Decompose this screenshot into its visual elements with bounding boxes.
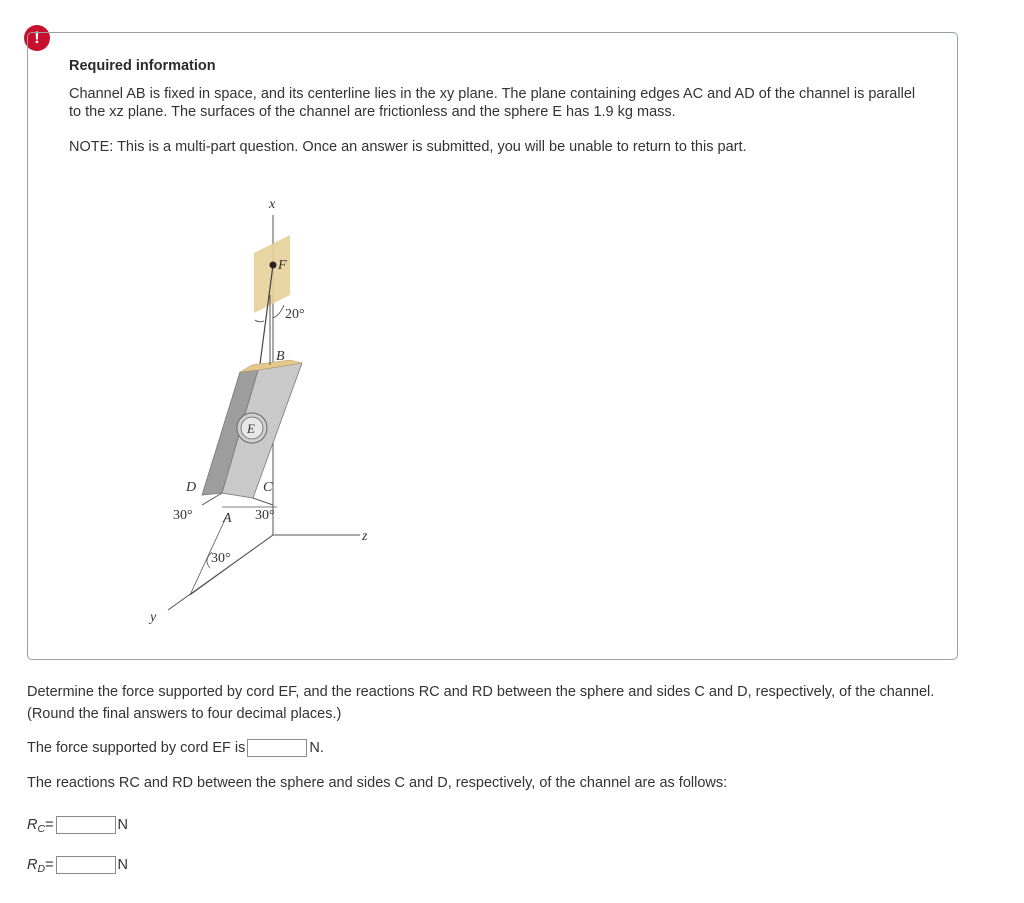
channel-sphere-figure bbox=[140, 185, 400, 635]
axis-label-x: x bbox=[269, 197, 276, 212]
sphere-label-e: E bbox=[247, 421, 255, 436]
rd-unit: N bbox=[117, 857, 129, 873]
alert-icon: ! bbox=[24, 25, 50, 51]
angle-label-cord: 20° bbox=[285, 307, 305, 322]
point-label-d: D bbox=[186, 480, 197, 495]
rd-equals: = bbox=[45, 857, 54, 873]
point-label-f: F bbox=[278, 258, 287, 273]
angle-label-left: 30° bbox=[173, 508, 193, 523]
info-note: NOTE: This is a multi-part question. Once an answer is submitted, you will be unable to return to this part. bbox=[69, 139, 747, 155]
rc-unit: N bbox=[117, 817, 129, 833]
point-label-b: B bbox=[276, 349, 285, 364]
axis-label-y: y bbox=[150, 610, 157, 625]
point-label-a: A bbox=[223, 511, 232, 526]
reactions-label bbox=[27, 775, 727, 791]
rd-input[interactable] bbox=[56, 856, 116, 874]
rc-symbol: R bbox=[27, 817, 38, 833]
angle-label-right: 30° bbox=[255, 508, 275, 523]
axis-label-z: z bbox=[362, 529, 368, 544]
rc-subscript: C bbox=[37, 823, 46, 835]
rd-subscript: D bbox=[37, 863, 46, 875]
question-prompt: Determine the force supported by cord EF, and the reactions RC and RD between the sphere and sides C and D, respectively, of the channel. (Round the final answers to four decimal places.) bbox=[27, 684, 935, 722]
rc-answer-row bbox=[27, 816, 128, 834]
rc-input[interactable] bbox=[56, 816, 116, 834]
rc-equals: = bbox=[45, 817, 54, 833]
cord-answer-row bbox=[27, 739, 324, 757]
info-paragraph: Channel AB is fixed in space, and its centerline lies in the xy plane. The plane containing edges AC and AD of the channel is parallel to the xz plane. The surfaces of the channel are frictionless and the sphere E has 1.9 kg mass. bbox=[69, 86, 916, 120]
rd-symbol: R bbox=[27, 857, 38, 873]
reactions-label-text: The reactions RC and RD between the sphere and sides C and D, respectively, of the channel are as follows: bbox=[27, 775, 728, 791]
rd-answer-row bbox=[27, 856, 128, 874]
angle-label-bottom: 30° bbox=[211, 551, 231, 566]
cord-unit: N. bbox=[309, 740, 324, 756]
cord-label: The force supported by cord EF is bbox=[27, 740, 246, 756]
point-label-c: C bbox=[263, 480, 273, 495]
cord-force-input[interactable] bbox=[247, 739, 307, 757]
info-title: Required information bbox=[69, 58, 216, 74]
